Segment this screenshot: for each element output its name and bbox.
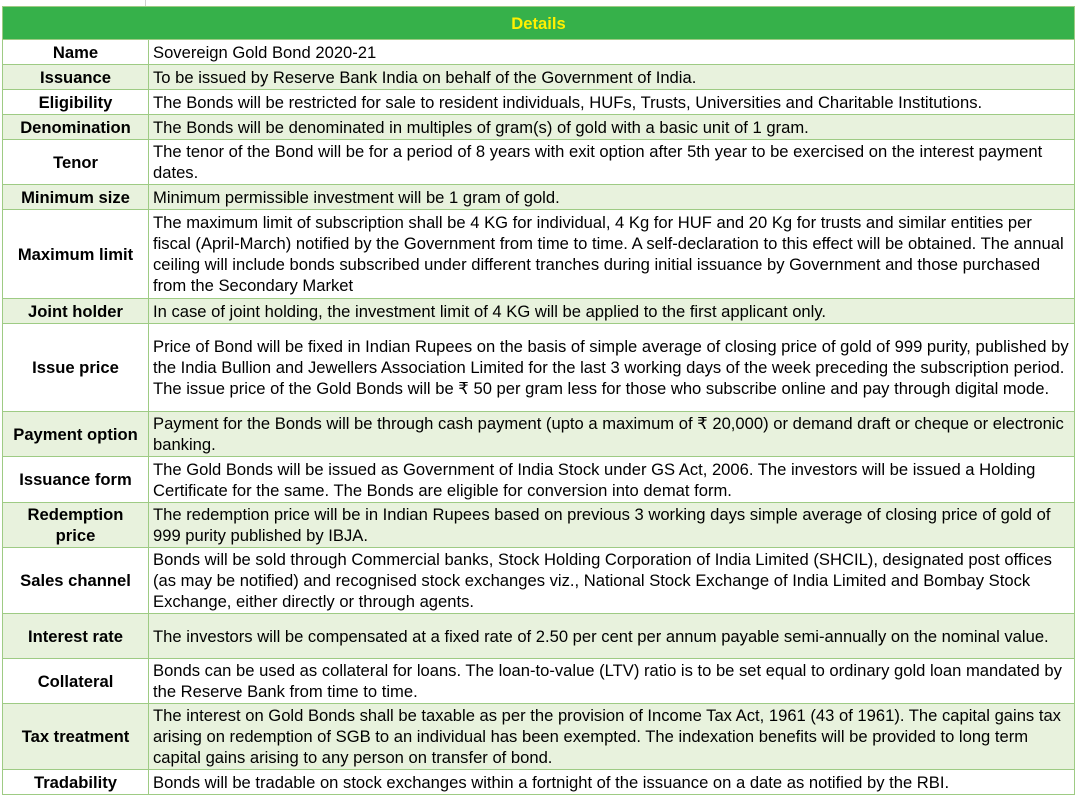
row-value: In case of joint holding, the investment limit of 4 KG will be applied to the first applicant only. xyxy=(149,299,1075,324)
row-value: Bonds will be tradable on stock exchanges within a fortnight of the issuance on a date as notified by the RBI. xyxy=(149,770,1075,795)
row-issue-price xyxy=(3,324,1075,412)
row-value: The maximum limit of subscription shall be 4 KG for individual, 4 Kg for HUF and 20 Kg for trusts and similar entities per fiscal (April-March) notified by the Government from time to time. A self-declaration to this effect will be obtained. The annual ceiling will include bonds subscribed under different tranches during initial issuance by Government and those purchased from the Secondary Market xyxy=(149,210,1075,299)
row-label: Issue price xyxy=(3,324,149,412)
row-issuance-form xyxy=(3,457,1075,503)
row-sales-channel xyxy=(3,548,1075,614)
row-label: Redemption price xyxy=(3,503,149,548)
row-label: Tenor xyxy=(3,140,149,185)
row-joint-holder xyxy=(3,299,1075,324)
row-label: Issuance xyxy=(3,65,149,90)
row-denomination xyxy=(3,115,1075,140)
row-label: Denomination xyxy=(3,115,149,140)
row-eligibility xyxy=(3,90,1075,115)
row-tax-treatment xyxy=(3,704,1075,770)
row-label: Tax treatment xyxy=(3,704,149,770)
row-name xyxy=(3,40,1075,65)
row-tenor xyxy=(3,140,1075,185)
table-header: Details xyxy=(3,7,1075,40)
row-label: Maximum limit xyxy=(3,210,149,299)
row-value: Price of Bond will be fixed in Indian Rupees on the basis of simple average of closing price of gold of 999 purity, published by the India Bullion and Jewellers Association Limited for the last 3 working days of the week preceding the subscription period. The issue price of the Gold Bonds will be ₹ 50 per gram less for those who subscribe online and pay through digital mode. xyxy=(149,324,1075,412)
row-redemption-price xyxy=(3,503,1075,548)
row-minimum-size xyxy=(3,185,1075,210)
row-value: Bonds can be used as collateral for loans. The loan-to-value (LTV) ratio is to be set equal to ordinary gold loan mandated by the Reserve Bank from time to time. xyxy=(149,659,1075,704)
row-value: Minimum permissible investment will be 1 gram of gold. xyxy=(149,185,1075,210)
row-interest-rate xyxy=(3,614,1075,659)
row-payment-option xyxy=(3,412,1075,457)
row-value: The interest on Gold Bonds shall be taxable as per the provision of Income Tax Act, 1961 (43 of 1961). The capital gains tax arising on redemption of SGB to an individual has been exempted. The indexation benefits will be provided to long term capital gains arising to any person on transfer of bond. xyxy=(149,704,1075,770)
row-label: Eligibility xyxy=(3,90,149,115)
row-label: Payment option xyxy=(3,412,149,457)
row-label: Issuance form xyxy=(3,457,149,503)
row-value: The redemption price will be in Indian Rupees based on previous 3 working days simple average of closing price of gold of 999 purity published by IBJA. xyxy=(149,503,1075,548)
row-value: To be issued by Reserve Bank India on behalf of the Government of India. xyxy=(149,65,1075,90)
row-label: Collateral xyxy=(3,659,149,704)
row-value: Bonds will be sold through Commercial banks, Stock Holding Corporation of India Limited (SHCIL), designated post offices (as may be notified) and recognised stock exchanges viz., National Stock Exchange of India Limited and Bombay Stock Exchange, either directly or through agents. xyxy=(149,548,1075,614)
row-value: The Bonds will be restricted for sale to resident individuals, HUFs, Trusts, Universities and Charitable Institutions. xyxy=(149,90,1075,115)
row-collateral xyxy=(3,659,1075,704)
row-label: Tradability xyxy=(3,770,149,795)
row-value: The Gold Bonds will be issued as Government of India Stock under GS Act, 2006. The investors will be issued a Holding Certificate for the same. The Bonds are eligible for conversion into demat form. xyxy=(149,457,1075,503)
row-label: Sales channel xyxy=(3,548,149,614)
row-label: Interest rate xyxy=(3,614,149,659)
row-value: Sovereign Gold Bond 2020-21 xyxy=(149,40,1075,65)
row-value: The tenor of the Bond will be for a period of 8 years with exit option after 5th year to be exercised on the interest payment dates. xyxy=(149,140,1075,185)
row-tradability xyxy=(3,770,1075,795)
row-maximum-limit xyxy=(3,210,1075,299)
row-label: Minimum size xyxy=(3,185,149,210)
row-issuance xyxy=(3,65,1075,90)
row-label: Name xyxy=(3,40,149,65)
details-table xyxy=(2,6,1075,795)
row-label: Joint holder xyxy=(3,299,149,324)
row-value: The investors will be compensated at a fixed rate of 2.50 per cent per annum payable semi-annually on the nominal value. xyxy=(149,614,1075,659)
row-value: Payment for the Bonds will be through cash payment (upto a maximum of ₹ 20,000) or demand draft or cheque or electronic banking. xyxy=(149,412,1075,457)
row-value: The Bonds will be denominated in multiples of gram(s) of gold with a basic unit of 1 gram. xyxy=(149,115,1075,140)
